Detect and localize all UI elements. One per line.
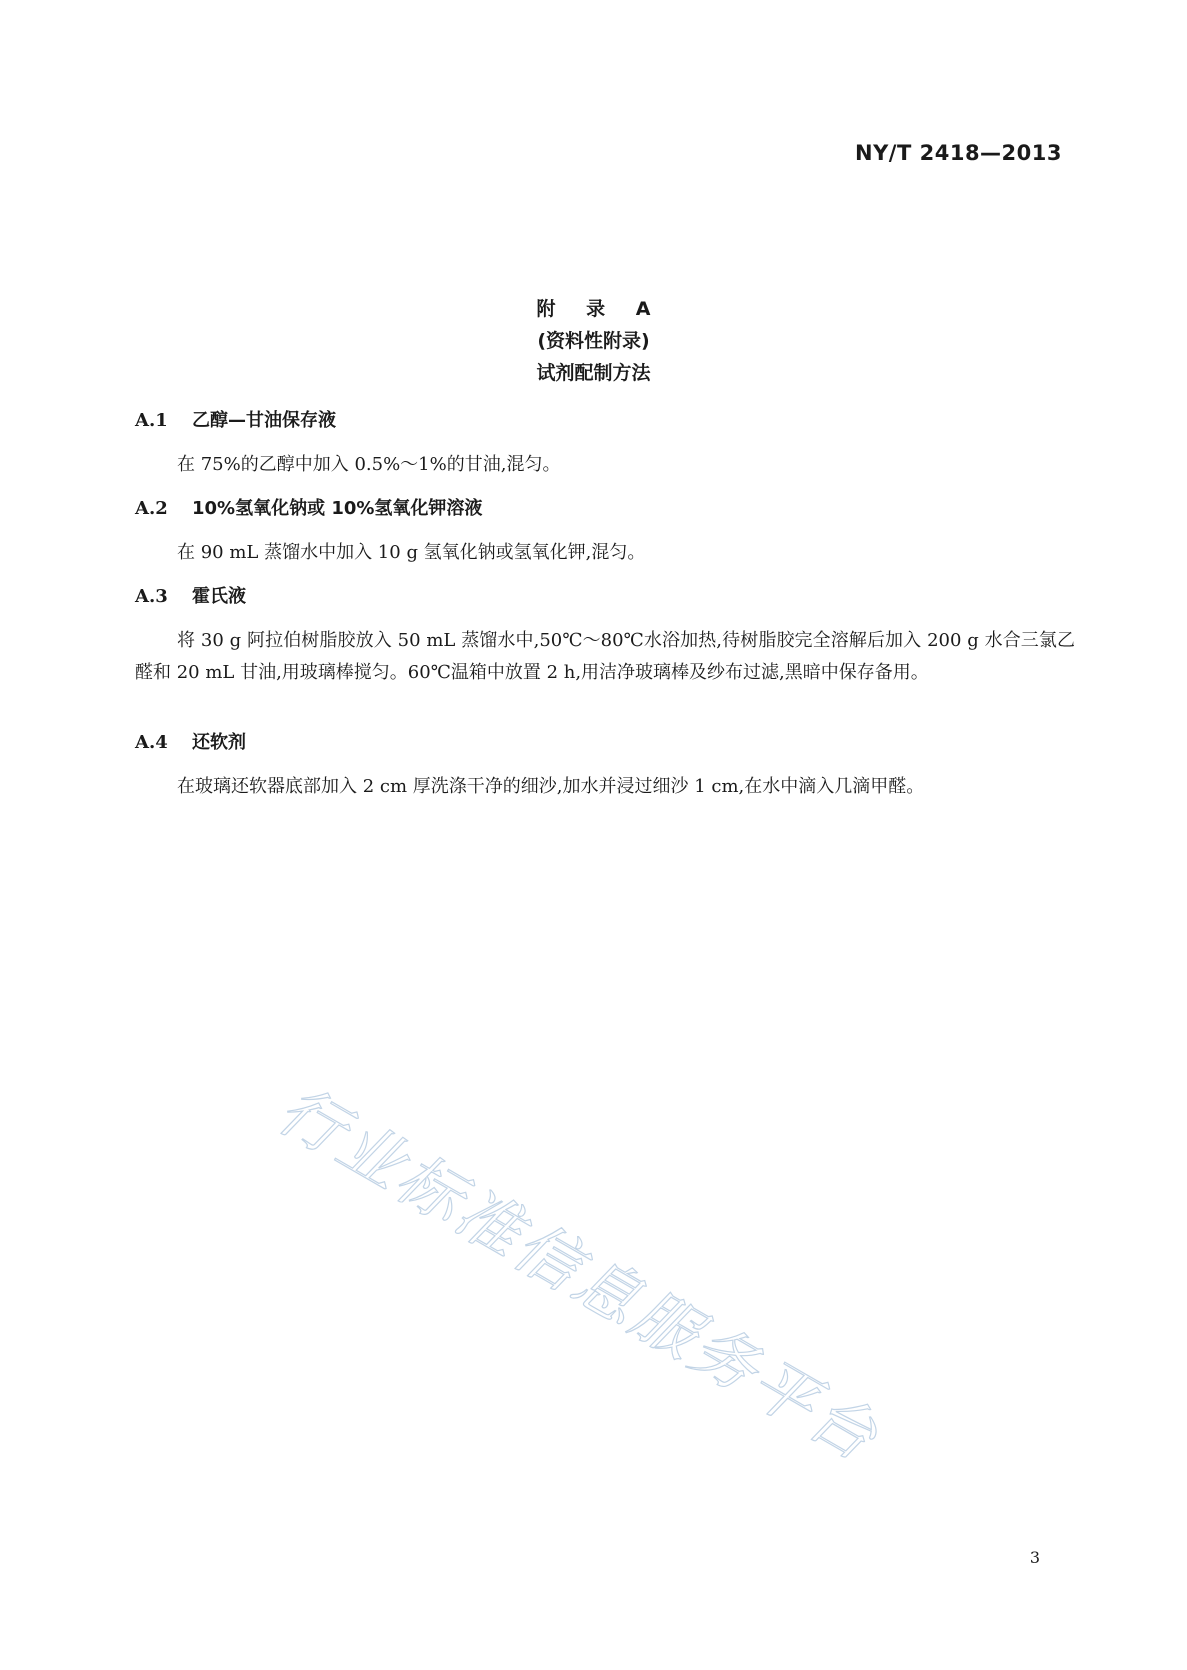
section-a3 xyxy=(135,581,1075,689)
section-heading xyxy=(135,405,1075,437)
section-heading xyxy=(135,727,1075,759)
annex-title: 试剂配制方法 xyxy=(536,362,651,384)
section-title: 还软剂 xyxy=(192,732,246,753)
section-title: 10%氢氧化钠或 10%氢氧化钾溶液 xyxy=(192,498,483,519)
section-body: 在 90 mL 蒸馏水中加入 10 g 氢氧化钠或氢氧化钾,混匀。 xyxy=(177,542,646,563)
section-title: 乙醇—甘油保存液 xyxy=(192,410,336,431)
section-heading xyxy=(135,493,1075,525)
section-number: A.2 xyxy=(135,498,168,519)
standard-code: NY/T 2418—2013 xyxy=(855,141,1062,165)
section-body: 在 75%的乙醇中加入 0.5%～1%的甘油,混匀。 xyxy=(177,454,561,475)
annex-nature: (资料性附录) xyxy=(537,330,650,352)
section-a2 xyxy=(135,493,1075,569)
page-number: 3 xyxy=(1029,1548,1040,1567)
annex-title-block xyxy=(0,293,1187,389)
section-a1 xyxy=(135,405,1075,481)
section-number: A.1 xyxy=(135,410,168,431)
section-heading xyxy=(135,581,1075,613)
section-title: 霍氏液 xyxy=(192,586,246,607)
section-number: A.4 xyxy=(135,732,168,753)
annex-label: 附 录 A xyxy=(536,298,663,320)
watermark: 行业标准信息服务平台 xyxy=(265,1072,892,1478)
section-body: 在玻璃还软器底部加入 2 cm 厚洗涤干净的细沙,加水并浸过细沙 1 cm,在水中滴入几滴甲醛。 xyxy=(177,776,925,797)
section-body: 将 30 g 阿拉伯树脂胶放入 50 mL 蒸馏水中,50℃～80℃水浴加热,待树脂胶完全溶解后加入 200 g 水合三氯乙醛和 20 mL 甘油,用玻璃棒搅匀。60℃温箱中放置 2 h,用洁净玻璃棒及纱布过滤,黑暗中保存备用。 xyxy=(135,630,1075,683)
section-number: A.3 xyxy=(135,586,168,607)
section-a4 xyxy=(135,727,1075,803)
